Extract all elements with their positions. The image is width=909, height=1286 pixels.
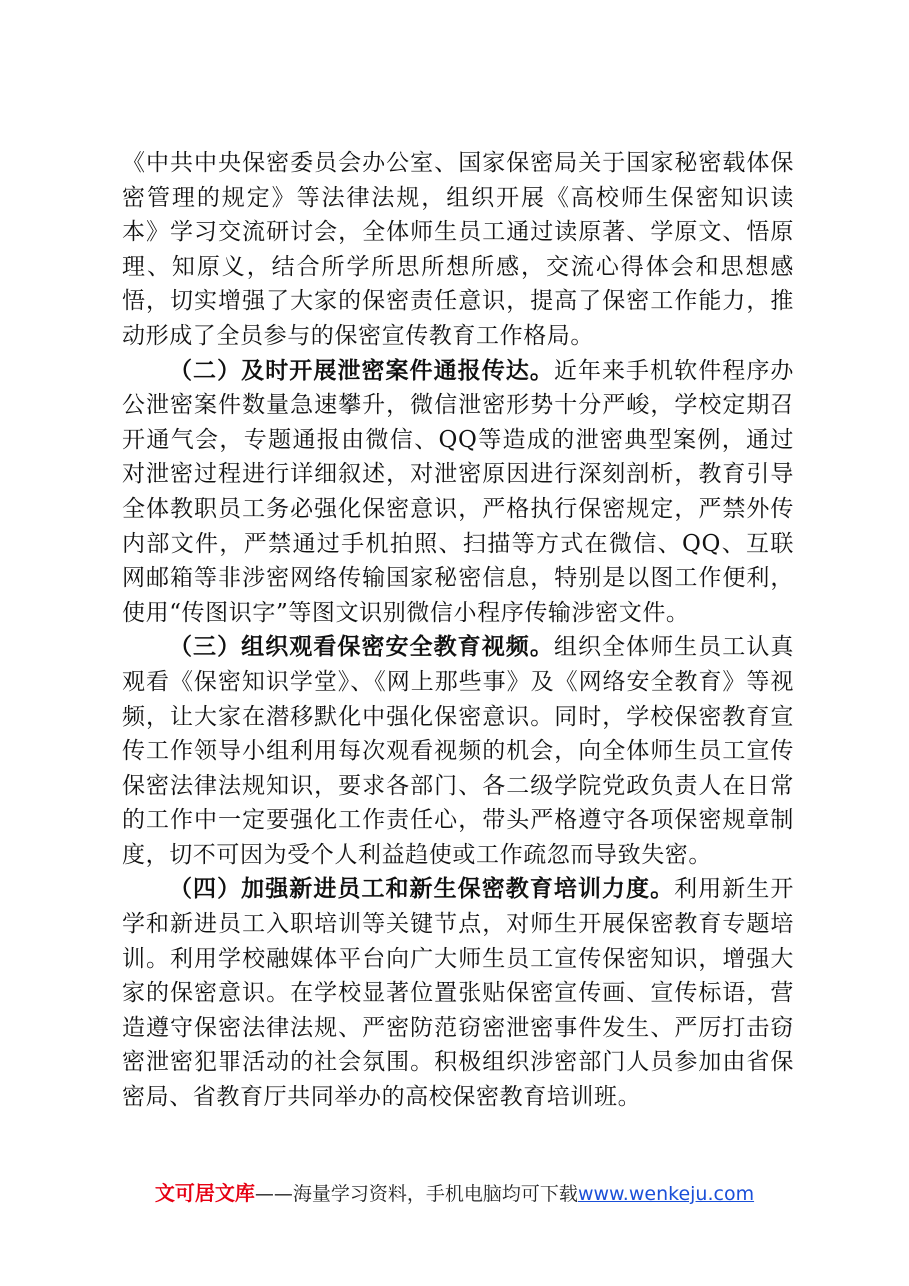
section-heading: （二）及时开展泄密案件通报传达。	[169, 356, 554, 384]
watermark-footer	[0, 1180, 909, 1207]
section-heading: （四）加强新进员工和新生保密教育培训力度。	[169, 875, 675, 903]
paragraph-text: 《中共中央保密委员会办公室、国家保密局关于国家秘密载体保密管理的规定》等法律法规，组织开展《高校师生保密知识读本》学习交流研讨会，全体师生员工通过读原著、学原文、悟原理、知原义，结合所学所思所想所感，交流心得体会和思想感悟，切实增强了大家的保密责任意识，提高了保密工作能力，推动形成了全员参与的保密宣传教育工作格局。	[122, 150, 794, 349]
paragraph-section-3	[122, 630, 794, 872]
section-heading: （三）组织观看保密安全教育视频。	[169, 633, 554, 661]
paragraph-continuation	[122, 146, 794, 354]
footer-site-link[interactable]: www.wenkeju.com	[577, 1183, 755, 1205]
paragraph-section-2	[122, 354, 794, 631]
paragraph-text: 近年来手机软件程序办公泄密案件数量急速攀升，微信泄密形势十分严峻，学校定期召开通气会，专题通报由微信、QQ等造成的泄密典型案例，通过对泄密过程进行详细叙述，对泄密原因进行深刻剖析，教育引导全体教职员工务必强化保密意识，严格执行保密规定，严禁外传内部文件，严禁通过手机拍照、扫描等方式在微信、QQ、互联网邮箱等非涉密网络传输国家秘密信息，特别是以图工作便利，使用“传图识字”等图文识别微信小程序传输涉密文件。	[122, 357, 794, 626]
footer-brand: 文可居文库	[154, 1181, 255, 1205]
document-body	[122, 146, 794, 1115]
footer-slogan: ——海量学习资料，手机电脑均可下载	[254, 1183, 578, 1205]
paragraph-section-4	[122, 872, 794, 1114]
paragraph-text: 组织全体师生员工认真观看《保密知识学堂》、《网上那些事》及《网络安全教育》等视频，让大家在潜移默化中强化保密意识。同时，学校保密教育宣传工作领导小组利用每次观看视频的机会，向全体师生员工宣传保密法律法规知识，要求各部门、各二级学院党政负责人在日常的工作中一定要强化工作责任心，带头严格遵守各项保密规章制度，切不可因为受个人利益趋使或工作疏忽而导致失密。	[122, 634, 794, 868]
paragraph-text: 利用新生开学和新进员工入职培训等关键节点，对师生开展保密教育专题培训。利用学校融媒体平台向广大师生员工宣传保密知识，增强大家的保密意识。在学校显著位置张贴保密宣传画、宣传标语，营造遵守保密法律法规、严密防范窃密泄密事件发生、严厉打击窃密泄密犯罪活动的社会氛围。积极组织涉密部门人员参加由省保密局、省教育厅共同举办的高校保密教育培训班。	[122, 876, 794, 1111]
